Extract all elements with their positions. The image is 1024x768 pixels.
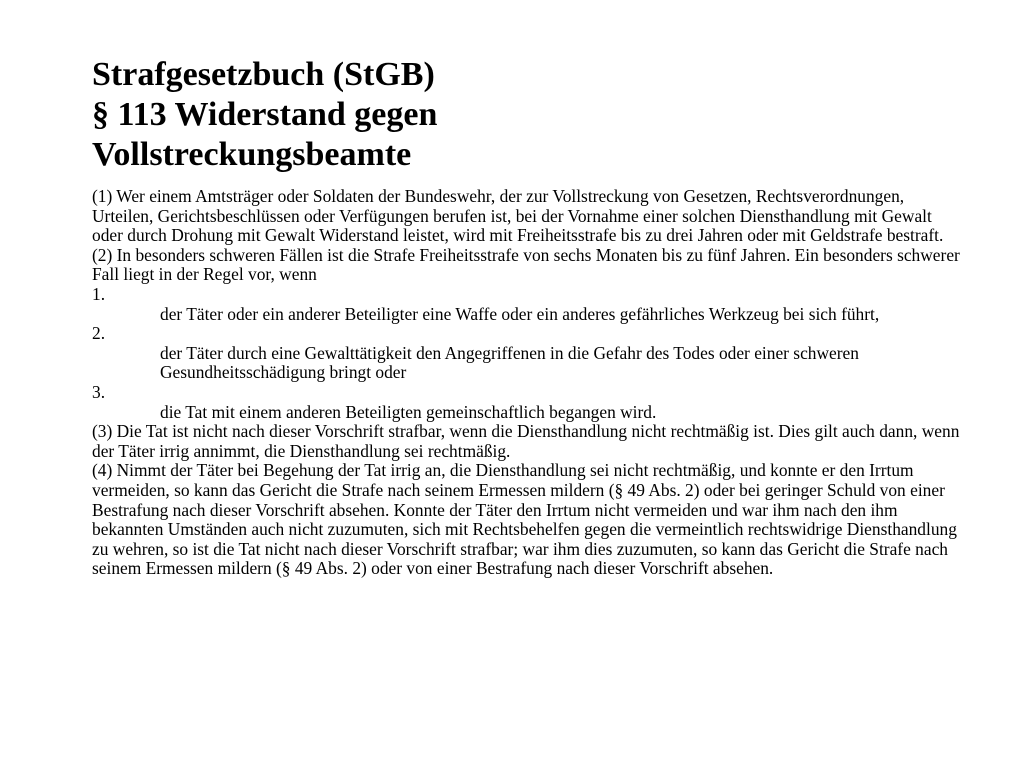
title-line: § 113 Widerstand gegen: [92, 96, 438, 133]
paragraph-2: (2) In besonders schweren Fällen ist die Strafe Freiheitsstrafe von sechs Monaten bis zu fünf Jahren. Ein besonders schwerer Fall liegt in der Regel vor, wenn: [92, 244, 960, 285]
list-item-text: die Tat mit einem anderen Beteiligten gemeinschaftlich begangen wird.: [160, 401, 657, 422]
paragraph-1: (1) Wer einem Amtsträger oder Soldaten der Bundeswehr, der zur Vollstreckung von Gesetzen, Rechtsverordnungen, Urteilen, Gerichtsbeschlüssen oder Verfügungen berufen ist, bei der Vornahme einer solchen Diensthandlung mit Gewalt oder durch Drohung mit Gewalt Widerstand leistet, wird mit Freiheitsstrafe bis zu drei Jahren oder mit Geldstrafe bestraft.: [92, 186, 944, 246]
list-item: [92, 285, 962, 324]
title-line: Strafgesetzbuch (StGB): [92, 56, 435, 93]
list-item-text: der Täter durch eine Gewalttätigkeit den Angegriffenen in die Gefahr des Todes oder einer schweren Gesundheitsschädigung bringt oder: [160, 342, 859, 383]
list-item-text: der Täter oder ein anderer Beteiligter eine Waffe oder ein anderes gefährliches Werkzeug bei sich führt,: [160, 303, 880, 324]
list-item: [92, 383, 962, 422]
list-item: [92, 324, 962, 383]
list-item-number: 1.: [92, 283, 106, 304]
law-text: [92, 187, 962, 579]
paragraph-4: (4) Nimmt der Täter bei Begehung der Tat irrig an, die Diensthandlung sei nicht rechtmäßig, und konnte er den Irrtum vermeiden, so kann das Gericht die Strafe nach seinem Ermessen mildern (§ 49 Abs. 2) oder bei geringer Schuld von einer Bestrafung nach dieser Vorschrift absehen. Konnte der Täter den Irrtum nicht vermeiden und war ihm nach den ihm bekannten Umständen auch nicht zuzumuten, sich mit Rechtsbehelfen gegen die vermeintlich rechtswidrige Diensthandlung zu wehren, so ist die Tat nicht nach dieser Vorschrift strafbar; war ihm dies zuzumuten, so kann das Gericht die Strafe nach seinem Ermessen mildern (§ 49 Abs. 2) oder von einer Bestrafung nach dieser Vorschrift absehen.: [92, 460, 957, 579]
list-item-number: 2.: [92, 323, 106, 344]
page-title: [92, 55, 962, 175]
paragraph-3: (3) Die Tat ist nicht nach dieser Vorschrift strafbar, wenn die Diensthandlung nicht rechtmäßig ist. Dies gilt auch dann, wenn der Täter irrig annimmt, die Diensthandlung sei rechtmäßig.: [92, 421, 960, 461]
title-line: Vollstreckungsbeamte: [92, 136, 412, 173]
document-content: [92, 55, 962, 579]
list-item-number: 3.: [92, 381, 106, 402]
